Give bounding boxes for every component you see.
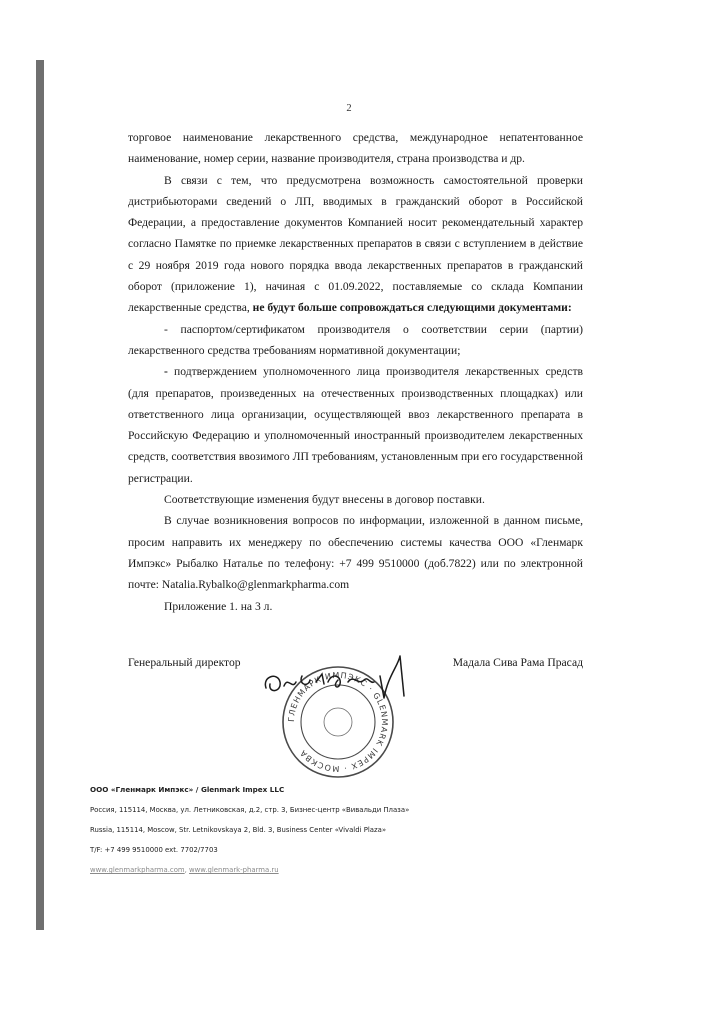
letter-body bbox=[128, 127, 583, 617]
footer-address-ru: Россия, 115114, Москва, ул. Летниковская, д.2, стр. 3, Бизнес-центр «Вивальди Плаза» bbox=[90, 806, 410, 814]
list-item-confirmation-text: подтверждением уполномоченного лица производителя лекарственных средств (для препаратов, произведенных на отечественных производственных площадках) или ответственного лица организации, осуществляющей ввоз лекарственного препарата в Российскую Федерацию и уполномоченный иностранный производителем лекарственных средств, соответствия ввозимого ЛП требованиям, установленным при его государственной регистрации. bbox=[128, 365, 583, 485]
footer-websites bbox=[90, 866, 510, 874]
handwritten-signature bbox=[258, 646, 428, 706]
footer-address-en: Russia, 115114, Moscow, Str. Letnikovskaya 2, Bld. 3, Business Center «Vivaldi Plaza» bbox=[90, 826, 387, 834]
stamp-text: ГЛЕНМАРК ИМПЭКС · GLENMARK IMPEX · МОСКВА bbox=[286, 670, 390, 774]
document-page bbox=[44, 60, 694, 930]
list-item-confirmation bbox=[128, 361, 583, 489]
paragraph-attachment: Приложение 1. на 3 л. bbox=[164, 599, 273, 613]
signature-block bbox=[128, 656, 583, 796]
signatory-name: Мадала Сива Рама Прасад bbox=[452, 656, 583, 669]
footer-website-separator: , bbox=[184, 866, 190, 874]
footer-phone: T/F: +7 499 9510000 ext. 7702/7703 bbox=[90, 846, 218, 854]
footer-website-link[interactable]: www.glenmarkpharma.com bbox=[90, 866, 185, 874]
list-item-passport: - паспортом/сертификатом производителя о соответствии серии (партии) лекарственного средства требованиям нормативной документации; bbox=[128, 322, 583, 357]
page-number: 2 bbox=[346, 103, 352, 114]
footer-website-link-ru[interactable]: www.glenmark-pharma.ru bbox=[189, 866, 279, 874]
paragraph-main-emphasis: не будут больше сопровождаться следующими документами: bbox=[252, 301, 572, 315]
paragraph-main-text: В связи с тем, что предусмотрена возможность самостоятельной проверки дистрибьюторами сведений о ЛП, вводимых в гражданский оборот в Российской Федерации, а предоставление документов Компанией носит рекомендательный характер согласно Памятке по приемке лекарственных препаратов в связи с вступлением в действие с 29 ноября 2019 года нового порядка ввода лекарственных препаратов в гражданский оборот (приложение 1), начиная с 01.09.2022, поставляемые со склада Компании лекарственные средства, bbox=[128, 173, 583, 315]
scan-edge-shadow bbox=[36, 60, 44, 930]
paragraph-contact: В случае возникновения вопросов по информации, изложенной в данном письме, просим направить их менеджеру по обеспечению системы качества ООО «Гленмарк Импэкс» Рыбалко Наталье по телефону: +7 499 9510000 (доб.7822) или по электронной почте: Natalia.Rybalko@glenmarkpharma.com bbox=[128, 514, 583, 592]
paragraph-contract: Соответствующие изменения будут внесены в договор поставки. bbox=[164, 493, 485, 507]
signatory-title: Генеральный директор bbox=[128, 656, 241, 669]
paragraph-main bbox=[128, 170, 583, 319]
list-item-dash: - bbox=[164, 365, 168, 379]
footer-company: ООО «Гленмарк Импэкс» / Glenmark Impex LLC bbox=[90, 785, 285, 794]
paragraph-continuation: торговое наименование лекарственного средства, международное непатентованное наименование, номер серии, название производителя, страна производства и др. bbox=[128, 131, 583, 166]
letterhead-footer bbox=[90, 785, 510, 886]
